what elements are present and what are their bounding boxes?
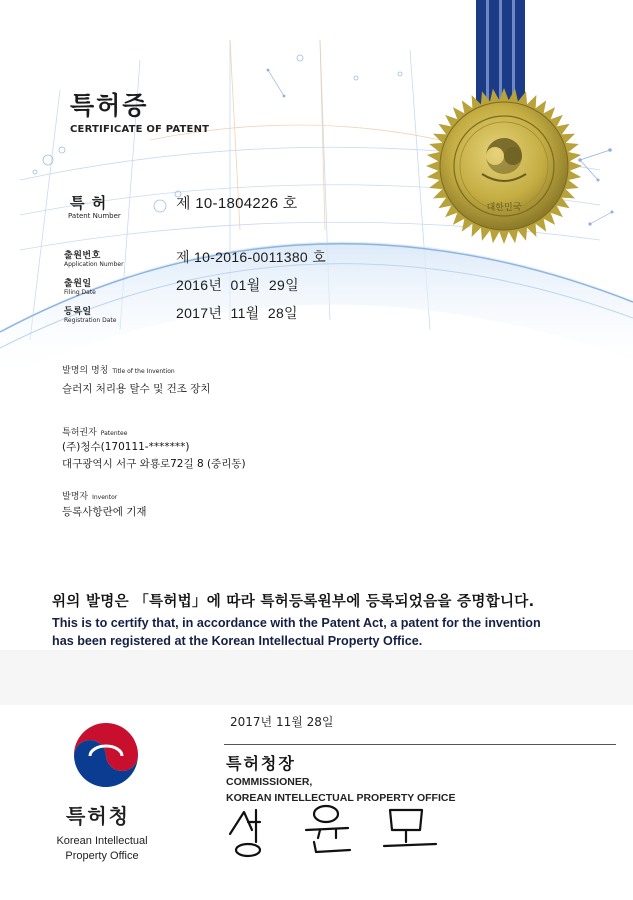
office-name-en-line1: Korean Intellectual (56, 835, 148, 847)
inventor-label-en: Inventor (92, 494, 118, 501)
patent-number-label: 특 허 (70, 194, 108, 212)
commissioner-signature (222, 800, 462, 860)
registration-date-value: 2017년 11월 28일 (176, 305, 298, 321)
office-name-en-line2: Property Office (65, 850, 139, 862)
certificate-title: 특허증 (70, 91, 149, 120)
patentee-label-en: Patentee (100, 430, 128, 437)
kipo-logo-icon (68, 720, 144, 796)
inventor-value: 등록사항란에 기재 (62, 506, 147, 518)
filing-date-label: 출원일 (64, 279, 92, 289)
certification-statement-en-line1: This is to certify that, in accordance with the Patent Act, a patent for the invention (52, 616, 541, 630)
inventor-label-ko: 발명자 (62, 492, 89, 502)
patentee-label (62, 425, 127, 438)
invention-label-ko: 발명의 명칭 (62, 366, 109, 376)
office-name-en (40, 834, 164, 864)
certification-statement-en-line2: has been registered at the Korean Intellectual Property Office. (52, 634, 423, 648)
patent-number-value: 제 10-1804226 호 (176, 195, 298, 212)
signature-rule (224, 744, 616, 745)
certification-statement-ko: 위의 발명은 「특허법」에 따라 특허등록원부에 등록되었음을 증명합니다. (52, 594, 535, 610)
invention-label (62, 363, 175, 376)
patent-number-label-en: Patent Number (68, 212, 121, 220)
application-number-value: 제 10-2016-0011380 호 (176, 249, 327, 265)
invention-label-en: Title of the Invention (112, 368, 175, 375)
registration-date-label-en: Registration Date (64, 317, 117, 324)
patentee-label-ko: 특허권자 (62, 428, 97, 438)
filing-date-label-en: Filing Date (64, 289, 96, 296)
office-name-ko: 특허청 (66, 804, 130, 828)
application-number-label-en: Application Number (64, 261, 124, 268)
commissioner-title-en-line1: COMMISSIONER, (226, 776, 313, 788)
patentee-address: 대구광역시 서구 와룡로72길 8 (중리동) (62, 458, 246, 470)
certificate-subtitle: CERTIFICATE OF PATENT (70, 124, 210, 135)
issue-date: 2017년 11월 28일 (230, 715, 334, 729)
invention-title-value: 슬러지 처리용 탈수 및 건조 장치 (62, 383, 211, 395)
commissioner-title-ko: 특허청장 (226, 754, 296, 773)
inventor-label (62, 489, 117, 502)
registration-date-label: 등록일 (64, 307, 92, 317)
patentee-name: (주)청수(170111-*******) (62, 441, 190, 453)
gold-seal (424, 86, 584, 246)
filing-date-value: 2016년 01월 29일 (176, 277, 299, 293)
commissioner-title-en-line2: KOREAN INTELLECTUAL PROPERTY OFFICE (226, 792, 456, 804)
seal-text: 대한민국 (486, 203, 522, 213)
certification-statement-en (52, 614, 612, 650)
application-number-label: 출원번호 (64, 251, 101, 261)
